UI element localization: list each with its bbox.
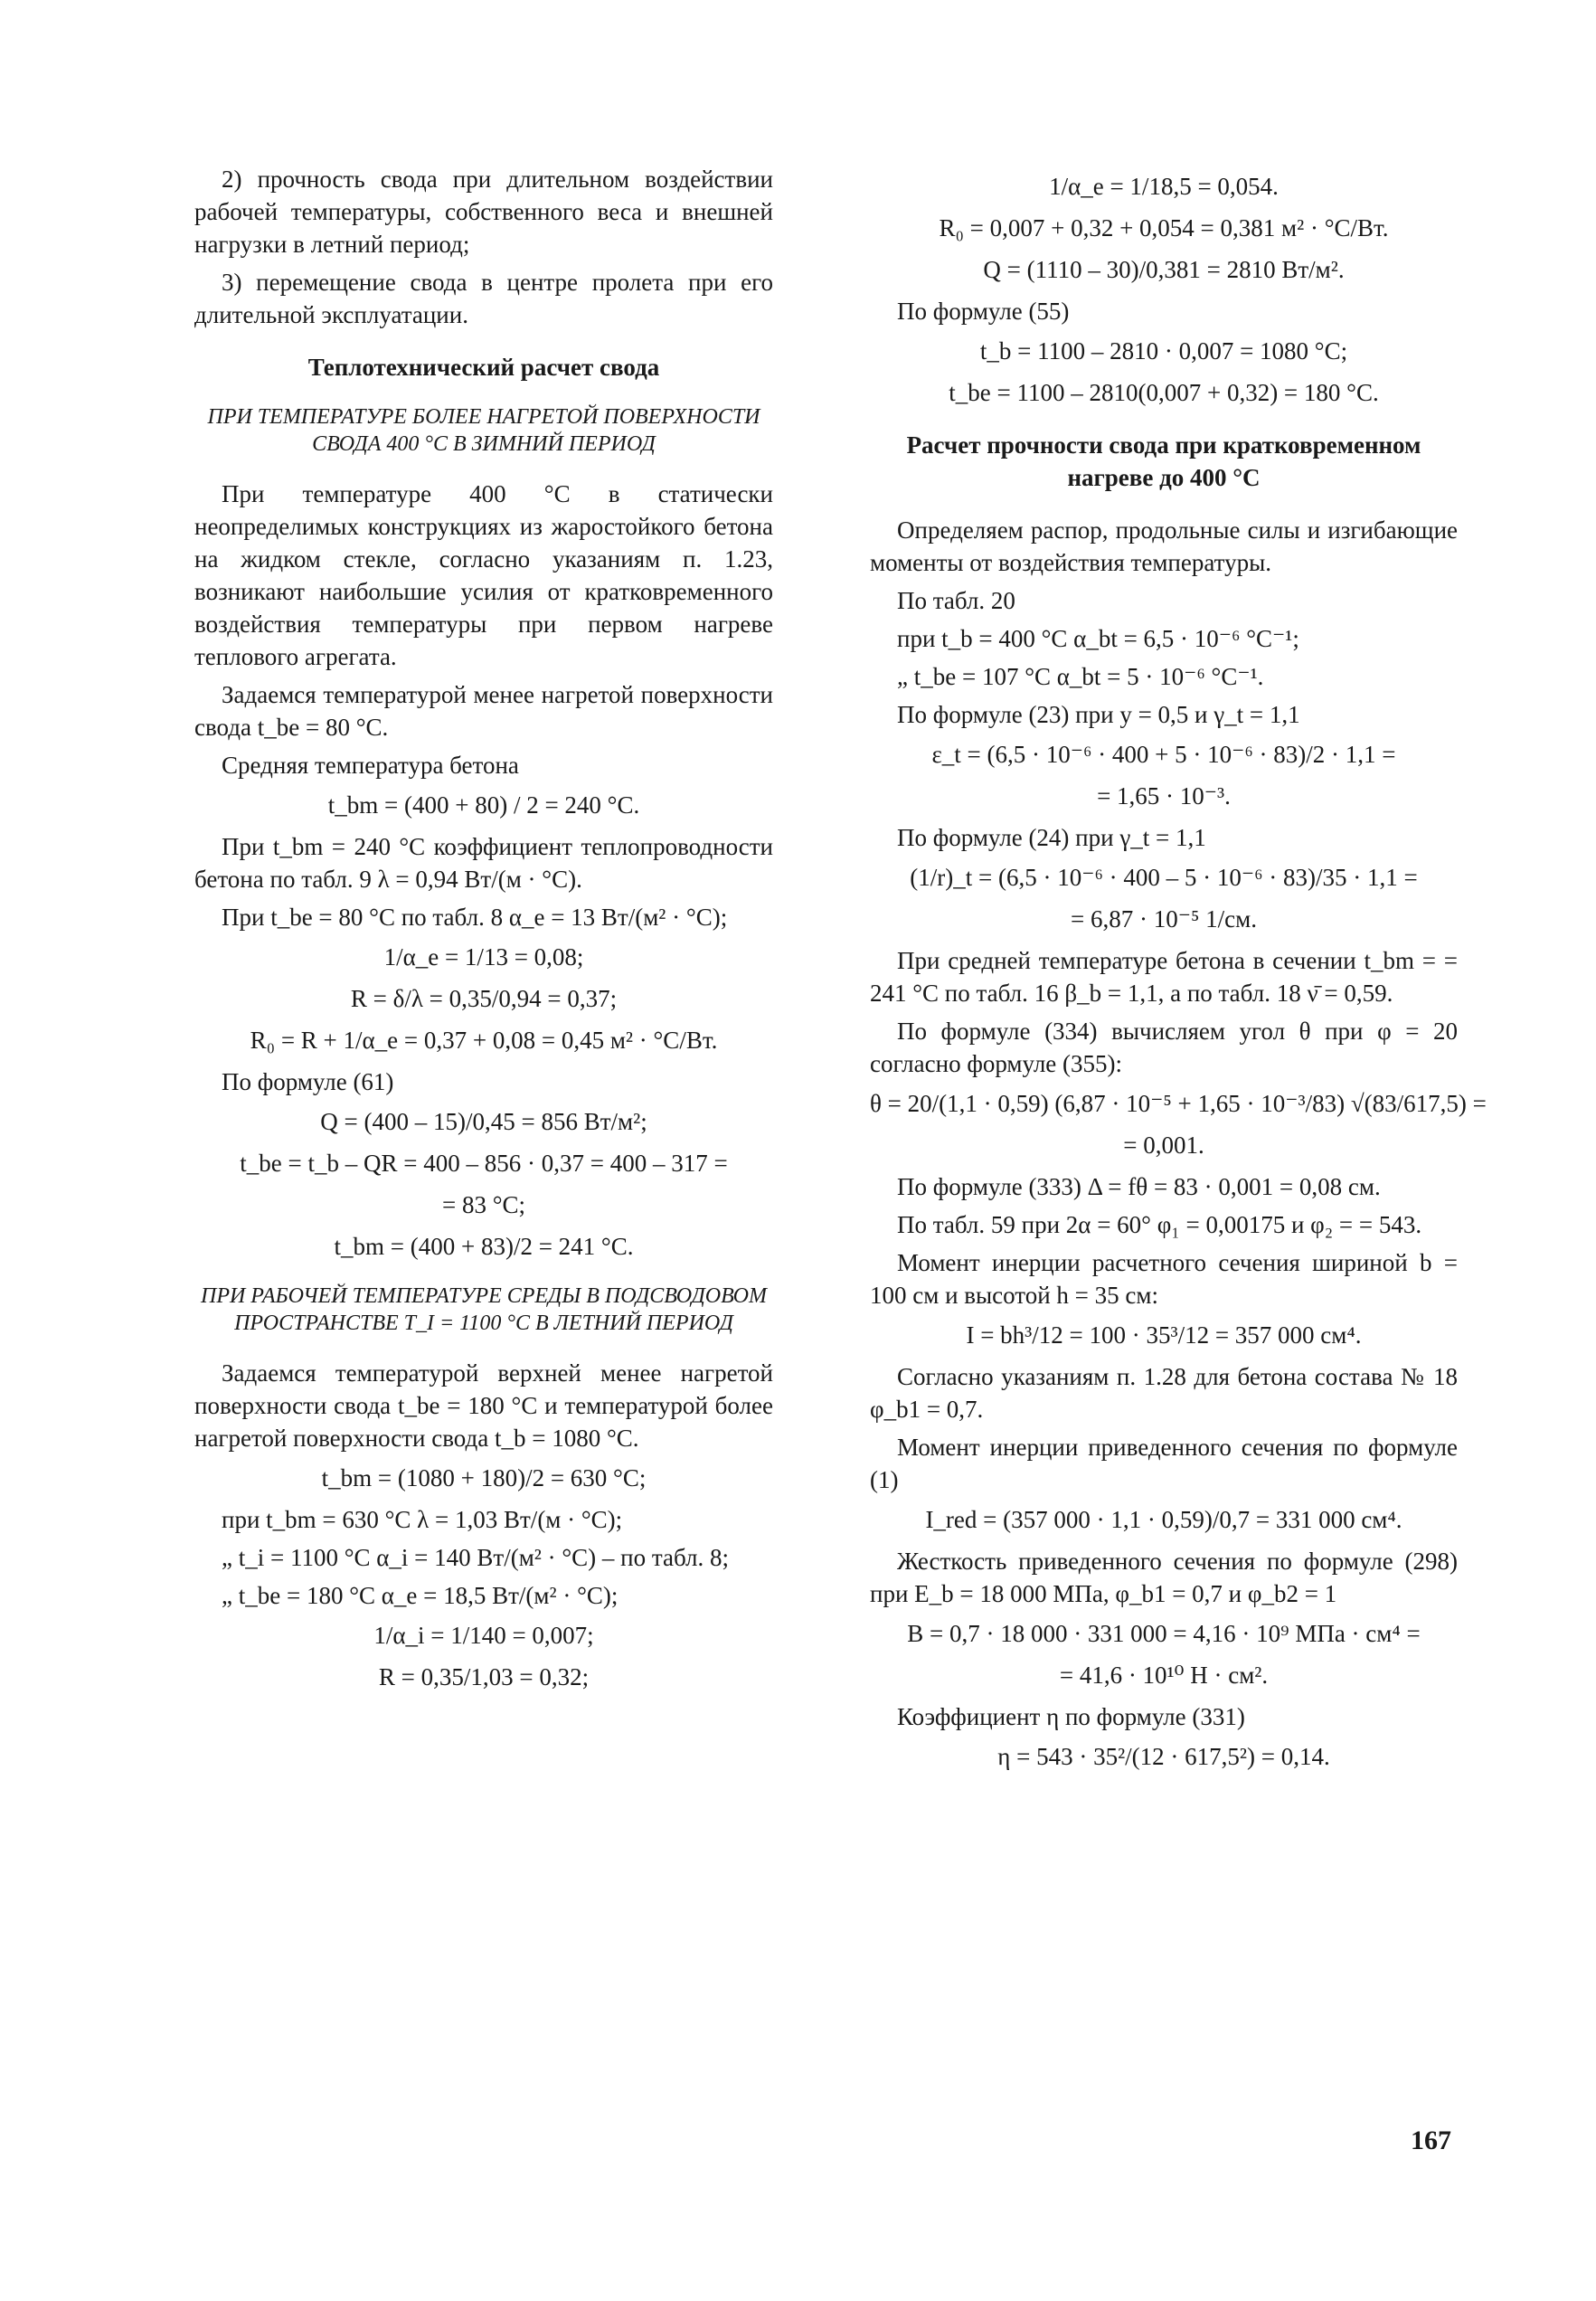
right-column	[870, 163, 1487, 1782]
left-para: По формуле (61)	[222, 1068, 394, 1095]
right-para: По табл. 20	[897, 587, 1015, 614]
left-para: 2) прочность свода при длительном воздействии рабочей температуры, собственного веса и внешней нагрузки в летний период;	[194, 166, 773, 258]
left-para: „ t_be = 180 °С α_e = 18,5 Вт/(м² · °С);	[222, 1582, 619, 1609]
left-para: При температуре 400 °С в статически неопределимых конструкциях из жаростойкого бетона на жидком стекле, согласно указаниям п. 1.23, возникают наибольшие усилия от кратковременного воздействия температуры при первом нагреве теплового агрегата.	[194, 480, 773, 670]
left-heading: Теплотехнический расчет свода	[307, 354, 660, 381]
left-formula: t_bm = (400 + 83)/2 = 241 °С.	[334, 1233, 634, 1260]
right-formula: I_red = (357 000 · 1,1 · 0,59)/0,7 = 331 000 см⁴.	[925, 1506, 1402, 1533]
right-heading: Расчет прочности свода при кратковременном нагреве до 400 °С	[906, 431, 1421, 491]
right-formula: θ = 20/(1,1 · 0,59) (6,87 · 10⁻⁵ + 1,65 · 10⁻³/83) √(83/617,5) =	[870, 1090, 1487, 1117]
right-para: По формуле (23) при y = 0,5 и γ_t = 1,1	[897, 701, 1300, 728]
left-formula: t_be = t_b – QR = 400 – 856 · 0,37 = 400 – 317 =	[240, 1150, 728, 1177]
right-para: Согласно указаниям п. 1.28 для бетона состава № 18 φ_b1 = 0,7.	[870, 1363, 1458, 1423]
left-para: при t_bm = 630 °С λ = 1,03 Вт/(м · °С);	[222, 1506, 623, 1533]
left-para: При t_be = 80 °С по табл. 8 α_e = 13 Вт/(м² · °С);	[222, 904, 728, 931]
right-formula: ε_t = (6,5 · 10⁻⁶ · 400 + 5 · 10⁻⁶ · 83)/2 · 1,1 =	[931, 741, 1396, 768]
right-para: Коэффициент η по формуле (331)	[897, 1703, 1245, 1730]
page-number: 167	[1411, 2126, 1451, 2155]
left-formula: Q = (400 – 15)/0,45 = 856 Вт/м²;	[320, 1108, 647, 1135]
right-para: По формуле (55)	[897, 298, 1070, 325]
right-para: По формуле (333) Δ = fθ = 83 · 0,001 = 0,08 см.	[897, 1173, 1381, 1200]
left-para: Задаемся температурой верхней менее нагретой поверхности свода t_be = 180 °С и температурой более нагретой поверхности свода t_b = 1080 °С.	[194, 1359, 773, 1452]
right-formula: B = 0,7 · 18 000 · 331 000 = 4,16 · 10⁹ МПа · см⁴ =	[907, 1620, 1421, 1647]
right-para: Определяем распор, продольные силы и изгибающие моменты от воздействия температуры.	[870, 516, 1458, 576]
right-para: Момент инерции приведенного сечения по формуле (1)	[870, 1434, 1458, 1493]
right-para: Момент инерции расчетного сечения шириной b = 100 см и высотой h = 35 см:	[870, 1249, 1458, 1309]
left-formula: 1/α_e = 1/13 = 0,08;	[383, 943, 584, 971]
right-para: Жесткость приведенного сечения по формуле (298) при E_b = 18 000 МПа, φ_b1 = 0,7 и φ_b2 = 1	[870, 1548, 1458, 1607]
right-formula: = 0,001.	[1123, 1132, 1204, 1159]
right-para: При средней температуре бетона в сечении t_bm = = 241 °С по табл. 16 β_b = 1,1, а по табл. 18 ν̄ = 0,59.	[870, 947, 1458, 1007]
left-formula: t_bm = (400 + 80) / 2 = 240 °С.	[327, 791, 640, 819]
left-formula: R = 0,35/1,03 = 0,32;	[378, 1663, 590, 1690]
right-formula: (1/r)_t = (6,5 · 10⁻⁶ · 400 – 5 · 10⁻⁶ · 83)/35 · 1,1 =	[910, 864, 1418, 891]
right-formula: = 6,87 · 10⁻⁵ 1/см.	[1071, 905, 1257, 933]
left-para: При t_bm = 240 °С коэффициент теплопроводности бетона по табл. 9 λ = 0,94 Вт/(м · °С).	[194, 833, 773, 893]
right-para: По табл. 59 при 2α = 60° φ₁ = 0,00175 и φ₂ = = 543.	[897, 1211, 1422, 1238]
left-para: „ t_i = 1100 °С α_i = 140 Вт/(м² · °С) – по табл. 8;	[222, 1544, 730, 1571]
right-para: По формуле (24) при γ_t = 1,1	[897, 824, 1206, 851]
left-formula: R = δ/λ = 0,35/0,94 = 0,37;	[350, 985, 618, 1012]
left-formula: t_bm = (1080 + 180)/2 = 630 °С;	[321, 1464, 647, 1491]
left-para: Средняя температура бетона	[222, 752, 519, 779]
right-formula: η = 543 · 35²/(12 · 617,5²) = 0,14.	[997, 1743, 1330, 1770]
right-para: „ t_be = 107 °С α_bt = 5 · 10⁻⁶ °С⁻¹.	[897, 663, 1264, 690]
left-para: 3) перемещение свода в центре пролета при его длительной эксплуатации.	[194, 269, 773, 328]
left-para: Задаемся температурой менее нагретой поверхности свода t_be = 80 °С.	[194, 681, 773, 741]
right-formula: = 41,6 · 10¹⁰ Н · см².	[1059, 1662, 1269, 1689]
left-subhead: ПРИ ТЕМПЕРАТУРЕ БОЛЕЕ НАГРЕТОЙ ПОВЕРХНОСТИ СВОДА 400 °С В ЗИМНИЙ ПЕРИОД	[207, 405, 760, 456]
right-formula: Q = (1110 – 30)/0,381 = 2810 Вт/м².	[983, 256, 1345, 283]
right-formula: t_b = 1100 – 2810 · 0,007 = 1080 °С;	[979, 337, 1348, 365]
right-formula: = 1,65 · 10⁻³.	[1097, 782, 1231, 810]
left-formula: = 83 °С;	[441, 1191, 526, 1218]
left-formula: R₀ = R + 1/α_e = 0,37 + 0,08 = 0,45 м² · °С/Вт.	[250, 1027, 718, 1054]
right-para: при t_b = 400 °С α_bt = 6,5 · 10⁻⁶ °С⁻¹;	[897, 625, 1299, 652]
right-formula: I = bh³/12 = 100 · 35³/12 = 357 000 см⁴.	[966, 1321, 1362, 1349]
right-formula: R₀ = 0,007 + 0,32 + 0,054 = 0,381 м² · °С/Вт.	[939, 214, 1389, 241]
left-column	[194, 163, 773, 1702]
right-formula: 1/α_e = 1/18,5 = 0,054.	[1049, 173, 1279, 200]
left-formula: 1/α_i = 1/140 = 0,007;	[373, 1622, 594, 1649]
right-formula: t_be = 1100 – 2810(0,007 + 0,32) = 180 °С.	[949, 379, 1379, 406]
right-para: По формуле (334) вычисляем угол θ при φ = 20 согласно формуле (355):	[870, 1018, 1458, 1077]
left-subhead: ПРИ РАБОЧЕЙ ТЕМПЕРАТУРЕ СРЕДЫ В ПОДСВОДОВОМ ПРОСТРАНСТВЕ T_I = 1100 °С В ЛЕТНИЙ ПЕРИОД	[200, 1284, 767, 1335]
